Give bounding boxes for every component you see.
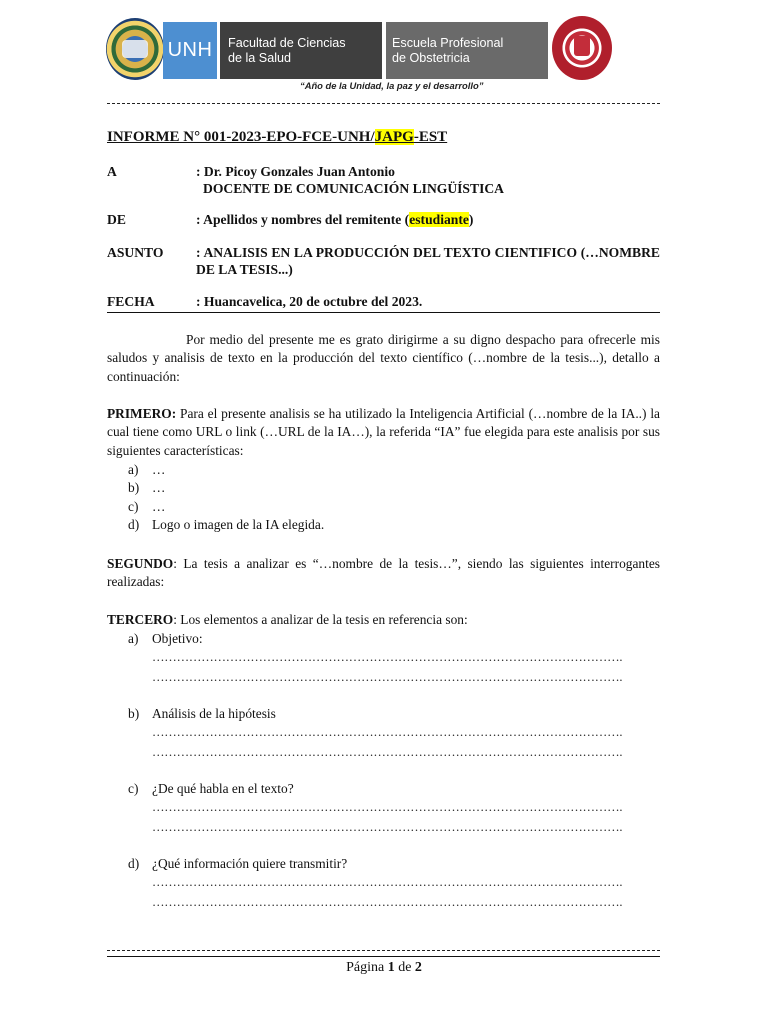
field-a-line-1: : Dr. Picoy Gonzales Juan Antonio	[196, 164, 395, 179]
item-text: Objetivo:	[152, 631, 203, 646]
item-text: …	[152, 462, 166, 477]
primero-paragraph	[107, 405, 660, 460]
tercero-paragraph	[107, 611, 660, 629]
item-marker: b)	[128, 706, 140, 721]
intro-text: Por medio del presente me es grato dirigirme a su digno despacho para ofrecerle mis saludos y analisis de texto en la producción del texto científico (…nombre de la tesis...), detallo a continuación:	[107, 332, 660, 384]
fill-line: …………………………………………………………………………………………………….	[152, 820, 623, 834]
tercero-item-d	[128, 855, 347, 873]
primero-label: PRIMERO:	[107, 406, 177, 421]
item-marker: c)	[128, 781, 139, 796]
item-text: ¿Qué información quiere transmitir?	[152, 856, 348, 871]
primero-text: Para el presente analisis se ha utilizado la Inteligencia Artificial (…nombre de la IA..) la cual tiene como URL o link (…URL de la IA…), la referida “IA” fue elegida para este analisis por sus siguientes características:	[107, 406, 660, 458]
tercero-label: TERCERO	[107, 612, 174, 627]
segundo-paragraph	[107, 555, 660, 592]
footer-rule	[107, 956, 660, 957]
tercero-item-c	[128, 780, 294, 798]
motto: “Año de la Unidad, la paz y el desarrollo”	[300, 80, 484, 91]
field-fecha-value: : Huancavelica, 20 de octubre del 2023.	[196, 294, 423, 309]
fill-line: …………………………………………………………………………………………………….	[152, 875, 623, 889]
fill-line: …………………………………………………………………………………………………….	[152, 745, 623, 759]
item-text: …	[152, 480, 166, 496]
item-text: Análisis de la hipótesis	[152, 706, 276, 721]
unh-banner	[163, 22, 217, 79]
list-item	[128, 498, 324, 516]
item-marker: d)	[128, 517, 140, 533]
page-number	[0, 960, 768, 976]
school-banner	[386, 22, 548, 79]
fields-divider	[107, 312, 660, 313]
fill-line: …………………………………………………………………………………………………….	[152, 650, 623, 664]
field-de-label: DE	[107, 212, 126, 227]
faculty-line-2: de la Salud	[228, 50, 292, 65]
field-de-close: )	[468, 212, 474, 227]
unh-label: UNH	[167, 39, 213, 61]
list-item	[128, 516, 324, 534]
segundo-label: SEGUNDO	[107, 556, 174, 571]
item-marker: c)	[128, 498, 139, 514]
item-text: …	[152, 498, 166, 514]
item-marker: a)	[128, 631, 139, 646]
item-text: ¿De qué habla en el texto?	[152, 781, 294, 796]
faculty-seal-logo	[552, 16, 612, 80]
informe-title	[107, 129, 447, 146]
field-asunto-label: ASUNTO	[107, 245, 164, 260]
field-de-value	[196, 212, 473, 229]
item-marker: a)	[128, 462, 139, 477]
primero-list	[128, 461, 324, 535]
intro-paragraph	[107, 331, 660, 386]
school-line-2: de Obstetricia	[392, 50, 470, 65]
list-item	[128, 479, 324, 497]
informe-prefix: INFORME N° 001-2023-EPO-FCE-UNH/	[107, 129, 375, 145]
field-a-label: A	[107, 164, 117, 179]
item-marker: d)	[128, 856, 140, 871]
footer-dashed-divider	[107, 950, 660, 951]
fill-line: …………………………………………………………………………………………………….	[152, 670, 623, 684]
informe-highlight: JAPG	[374, 129, 414, 145]
item-marker: b)	[128, 480, 140, 496]
informe-suffix: -EST	[413, 129, 448, 145]
page-total: 2	[414, 960, 422, 975]
field-a-line-2: DOCENTE DE COMUNICACIÓN LINGÜÍSTICA	[203, 180, 504, 196]
faculty-line-1: Facultad de Ciencias	[228, 35, 346, 50]
university-seal-logo	[106, 18, 164, 80]
segundo-text: : La tesis a analizar es “…nombre de la tesis…”, siendo las siguientes interrogantes realizadas:	[107, 556, 660, 590]
fill-line: …………………………………………………………………………………………………….	[152, 800, 623, 814]
fill-line: …………………………………………………………………………………………………….	[152, 725, 623, 739]
tercero-text: : Los elementos a analizar de la tesis en referencia son:	[173, 612, 468, 627]
item-text: Logo o imagen de la IA elegida.	[152, 517, 325, 533]
tercero-item-b	[128, 705, 276, 723]
tercero-item-a	[128, 630, 203, 648]
list-item	[128, 461, 324, 479]
field-a-value	[196, 164, 504, 197]
field-asunto-value: : ANALISIS EN LA PRODUCCIÓN DEL TEXTO CIENTIFICO (…NOMBRE DE LA TESIS...)	[196, 245, 660, 277]
faculty-banner	[220, 22, 382, 79]
fill-line: …………………………………………………………………………………………………….	[152, 895, 623, 909]
field-de-text: : Apellidos y nombres del remitente (	[196, 212, 410, 227]
field-de-highlight: estudiante	[409, 212, 469, 227]
school-line-1: Escuela Profesional	[392, 35, 504, 50]
page-prefix: Página	[346, 960, 388, 975]
page-current: 1	[387, 960, 395, 975]
field-fecha-label: FECHA	[107, 294, 155, 309]
header-dashed-divider	[107, 103, 660, 104]
page-mid: de	[394, 960, 415, 975]
